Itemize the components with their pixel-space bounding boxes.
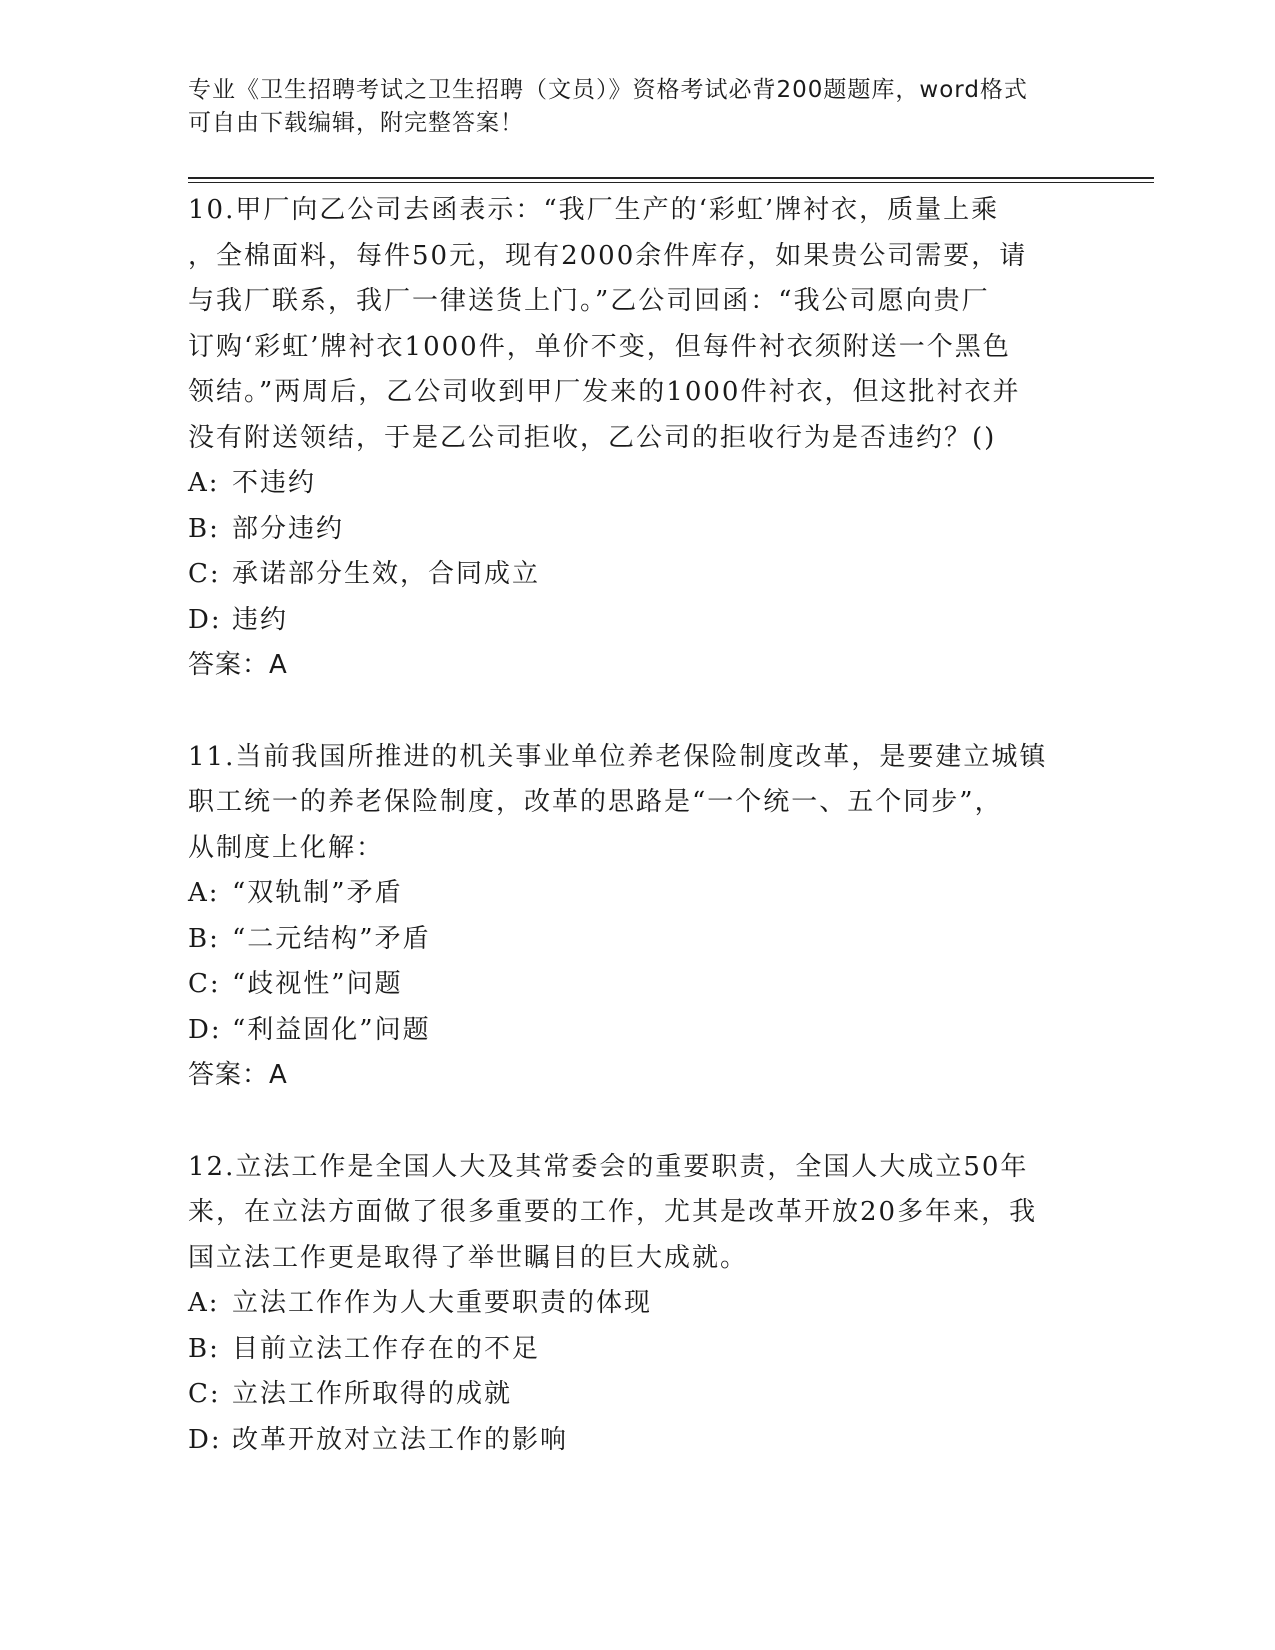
option-text: “双轨制”矛盾	[232, 878, 403, 908]
option-d	[188, 598, 1068, 644]
option-text: “利益固化”问题	[232, 1014, 431, 1045]
option-text: “歧视性”问题	[232, 969, 403, 999]
option-label: C:	[188, 969, 221, 999]
question-text-line: 职工统一的养老保险制度，改革的思路是“一个统一、五个同步”，	[188, 787, 1003, 817]
question-spacer	[188, 1099, 1068, 1145]
header-line-1: 专业《卫生招聘考试之卫生招聘（文员）》资格考试必背200题题库，word格式	[188, 77, 1028, 103]
option-label: C:	[188, 1379, 221, 1409]
question-list	[188, 188, 1068, 1463]
option-label: B:	[188, 1333, 220, 1364]
option-label: B:	[188, 923, 220, 954]
option-text: 违约	[232, 604, 289, 635]
question-spacer	[188, 689, 1068, 735]
option-a	[188, 1281, 1068, 1327]
option-label: A:	[188, 1288, 220, 1318]
question-text-line: 订购‘彩虹’牌衬衣1000件，单价不变，但每件衬衣须附送一个黑色	[188, 331, 1011, 362]
question-text-line: 与我厂联系，我厂一律送货上门。”乙公司回函：“我公司愿向贵厂	[188, 286, 990, 316]
option-text: 目前立法工作存在的不足	[232, 1333, 541, 1364]
option-text: 部分违约	[232, 513, 345, 544]
question-text-line: 来，在立法方面做了很多重要的工作，尤其是改革开放20多年来，我	[188, 1197, 1038, 1227]
question-text-line: 从制度上化解：	[188, 832, 385, 863]
question-text-line: 没有附送领结，于是乙公司拒收，乙公司的拒收行为是否违约？()	[188, 422, 997, 453]
option-label: A:	[188, 878, 220, 908]
option-label: A:	[188, 468, 220, 498]
question-text-line: ，全棉面料，每件50元，现有2000余件库存，如果贵公司需要，请	[188, 240, 1028, 271]
option-d	[188, 1008, 1068, 1054]
option-a	[188, 461, 1068, 507]
question-text-line: 领结。”两周后，乙公司收到甲厂发来的1000件衬衣，但这批衬衣并	[188, 377, 1021, 407]
header-divider-thin	[188, 182, 1154, 183]
question-10	[188, 188, 1068, 689]
question-text-line: 国立法工作更是取得了举世瞩目的巨大成就。	[188, 1242, 749, 1273]
question-text-line: 11.当前我国所推进的机关事业单位养老保险制度改革，是要建立城镇	[188, 741, 1048, 772]
option-text: 承诺部分生效，合同成立	[232, 559, 541, 589]
option-b	[188, 1327, 1068, 1373]
option-text: 不违约	[232, 468, 317, 498]
option-c	[188, 1372, 1068, 1418]
answer-line: 答案：A	[188, 650, 288, 680]
answer-line: 答案：A	[188, 1060, 288, 1090]
option-b	[188, 917, 1068, 963]
option-label: C:	[188, 559, 221, 589]
option-a	[188, 871, 1068, 917]
question-12	[188, 1145, 1068, 1464]
question-text-line: 10.甲厂向乙公司去函表示：“我厂生产的‘彩虹’牌衬衣，质量上乘	[188, 195, 1000, 225]
option-label: D:	[188, 604, 222, 635]
option-text: 立法工作作为人大重要职责的体现	[232, 1288, 653, 1318]
option-b	[188, 507, 1068, 553]
question-11	[188, 735, 1068, 1099]
document-header	[188, 74, 1068, 140]
option-label: D:	[188, 1014, 222, 1045]
header-divider-thick	[188, 177, 1154, 179]
question-text-line: 12.立法工作是全国人大及其常委会的重要职责，全国人大成立50年	[188, 1151, 1029, 1182]
option-text: 改革开放对立法工作的影响	[232, 1424, 569, 1455]
header-line-2: 可自由下载编辑，附完整答案！	[188, 110, 524, 136]
option-text: 立法工作所取得的成就	[232, 1379, 513, 1409]
option-text: “二元结构”矛盾	[232, 923, 431, 954]
option-c	[188, 552, 1068, 598]
option-d	[188, 1418, 1068, 1464]
option-label: D:	[188, 1424, 222, 1455]
option-c	[188, 962, 1068, 1008]
option-label: B:	[188, 513, 220, 544]
